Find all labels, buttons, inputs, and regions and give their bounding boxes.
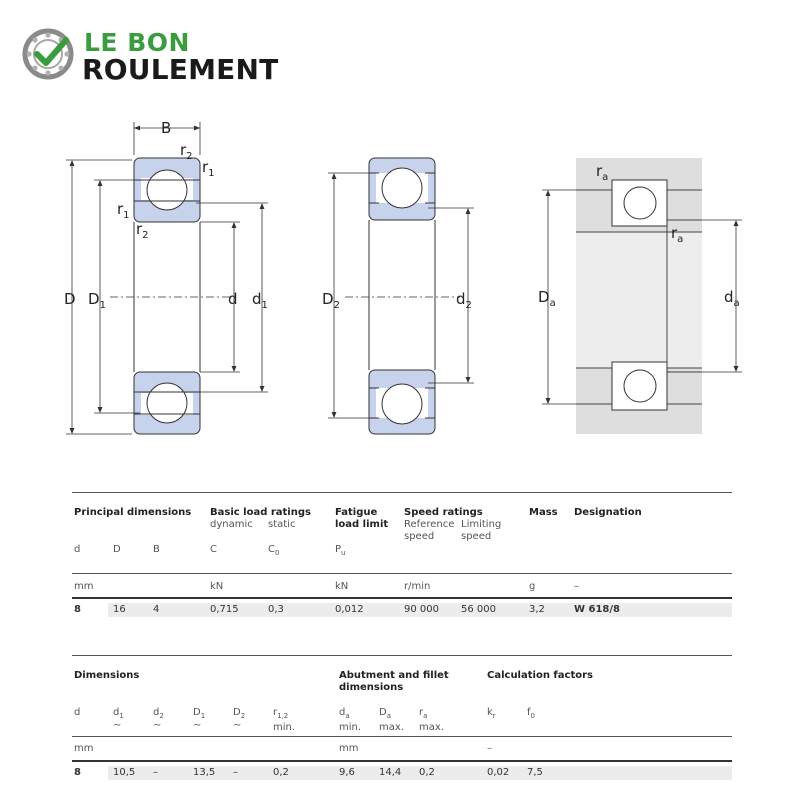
hdr-abutment-1: Abutment and fillet [339,670,449,681]
hdr-basic-dynamic: dynamic [210,519,253,530]
sym2-Da: $D_a$ max. [379,707,404,733]
row1-B: 4 [153,604,160,615]
hdr-speed-lim-1: Limiting [461,519,502,530]
sym2-D1: $D_1$ ~ [193,707,206,731]
logo-text-bottom: ROULEMENT [82,53,279,86]
row1-d: 8 [74,604,81,615]
row2-d2: – [153,767,158,778]
bearing-cross-section-2 [369,158,435,434]
row1-designation[interactable]: W 618/8 [574,604,620,615]
label-ra-right: $r_a$ [671,224,684,245]
label-ra-top: $r_a$ [596,162,609,183]
sym2-f0: $f_0$ [527,707,535,720]
label-Da: $D_a$ [538,288,556,309]
row1-ref-speed: 90 000 [404,604,439,615]
sym2-ra: $r_a$ max. [419,707,444,733]
label-r1-inner: $r_1$ [117,200,130,221]
logo-text-top: LE BON [84,28,190,57]
hdr-fatigue-2: load limit [335,519,389,530]
table1-data-rule [72,597,732,599]
label-D: D [64,290,76,308]
sym2-d2: $d_2$ ~ [153,707,164,731]
sym-D: D [113,544,121,555]
hdr-basic-static: static [268,519,296,530]
hdr-speed: Speed ratings [404,507,483,518]
hdr-calc: Calculation factors [487,670,593,681]
row2-D2: – [233,767,238,778]
hdr-speed-ref-2: speed [404,531,435,542]
table2-data-rule [72,760,732,762]
label-d: d [228,290,238,308]
row2-kr: 0,02 [487,767,510,778]
row1-D: 16 [113,604,126,615]
hdr-principal: Principal dimensions [74,507,192,518]
label-da: $d_a$ [724,288,740,309]
sym2-D2: $D_2$ ~ [233,707,246,731]
label-d2: $d_2$ [456,290,472,311]
row2-ra: 0,2 [419,767,435,778]
bearing-cross-section-1 [134,158,200,434]
row1-lim-speed: 56 000 [461,604,496,615]
hdr-speed-lim-2: speed [461,531,492,542]
row2-d: 8 [74,767,81,778]
row1-C0: 0,3 [268,604,284,615]
sym2-d1: $d_1$ ~ [113,707,124,731]
hdr-fatigue-1: Fatigue [335,507,378,518]
sym2-r12: $r_{1,2}$ min. [273,707,296,733]
sym2-kr: $k_r$ [487,707,496,720]
unit-rmin: r/min [404,581,431,592]
unit-mm: mm [74,581,94,592]
row2-r12: 0,2 [273,767,289,778]
row2-Da: 14,4 [379,767,402,778]
table1-mid-rule [72,573,732,574]
hdr-designation: Designation [574,507,642,518]
hdr-dimensions: Dimensions [74,670,140,681]
sym-C0: $C_0$ [268,544,280,557]
unit-kN-2: kN [335,581,349,592]
label-r2-inner: $r_2$ [136,220,149,241]
table2-mid-rule [72,736,732,737]
label-D1: $D_1$ [88,290,106,311]
label-D2: $D_2$ [322,290,340,311]
row2-d1: 10,5 [113,767,136,778]
table1-top-rule [72,492,732,493]
sym-B: B [153,544,160,555]
mounting-diagram [576,158,702,434]
unit2-mm: mm [74,743,94,754]
row2-f0: 7,5 [527,767,543,778]
label-d1: $d_1$ [252,290,268,311]
unit2-dash: – [487,743,492,754]
row1-C: 0,715 [210,604,239,615]
label-B: B [161,119,172,137]
sym2-d: d [74,707,81,718]
row1-Pu: 0,012 [335,604,364,615]
hdr-mass: Mass [529,507,558,518]
unit2-mm-2: mm [339,743,359,754]
hdr-abutment-2: dimensions [339,682,404,693]
unit-dash: – [574,581,579,592]
sym-C: C [210,544,217,555]
row1-mass: 3,2 [529,604,545,615]
label-r1-top: $r_1$ [202,158,215,179]
unit-g: g [529,581,536,592]
hdr-speed-ref-1: Reference [404,519,455,530]
row2-D1: 13,5 [193,767,216,778]
sym-d: d [74,544,81,555]
unit-kN: kN [210,581,224,592]
sym-Pu: $P_u$ [335,544,346,557]
row2-da: 9,6 [339,767,355,778]
table2-top-rule [72,655,732,656]
sym2-da: $d_a$ min. [339,707,362,733]
hdr-basic: Basic load ratings [210,507,311,518]
label-r2-top: $r_2$ [180,141,193,162]
